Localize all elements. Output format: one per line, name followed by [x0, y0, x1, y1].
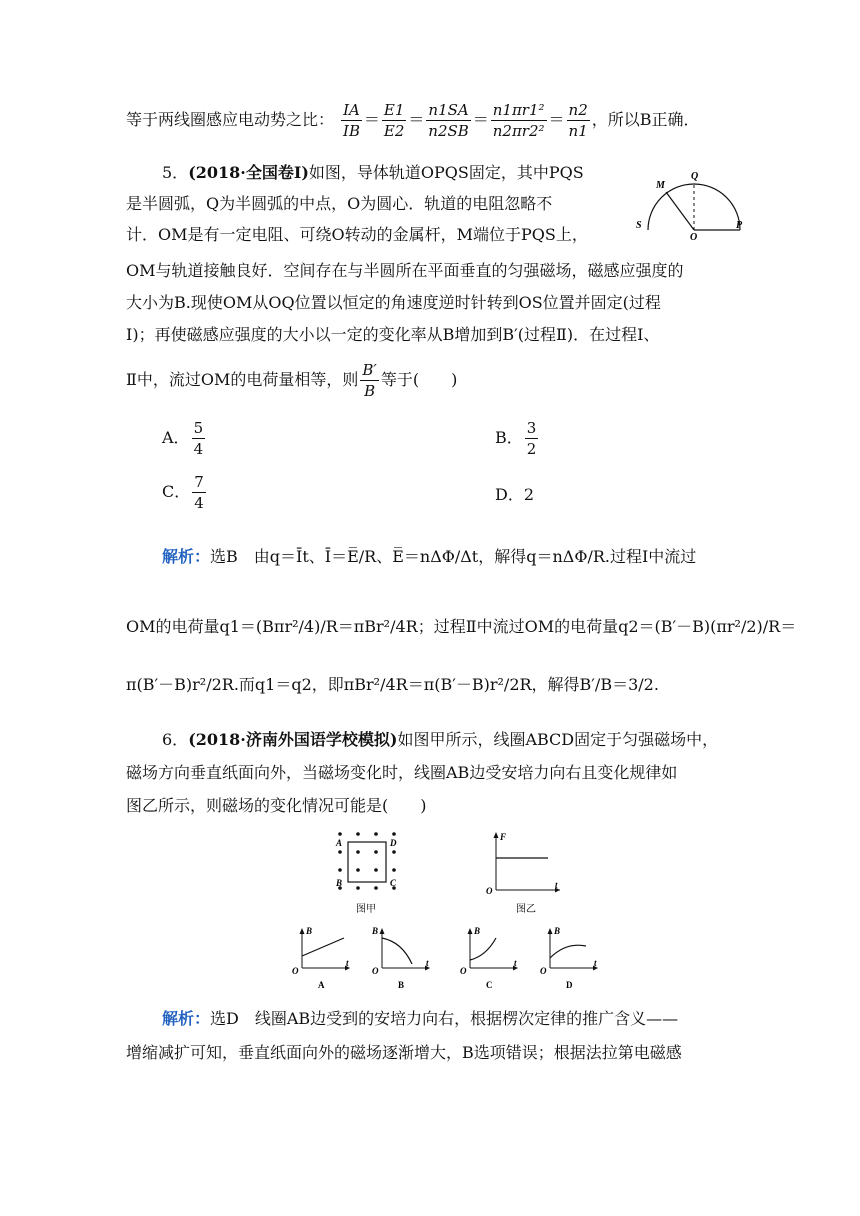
coil-figure-jia: [330, 828, 410, 918]
svg-text:B: B: [306, 926, 313, 936]
coil-label-D: D: [390, 838, 397, 848]
q5-line7: Ⅱ中，流过OM的电荷量相等，则 $\frac{B'}{B}$ 等于( ): [126, 361, 458, 400]
q5-solution-line2: OM的电荷量q1＝(Bπr²/4)/R＝πBr²/4R；过程Ⅱ中流过OM的电荷量q2＝(B′－B)(πr²/2)/R＝: [126, 617, 797, 636]
q5-line2: 是半圆弧，Q为半圆弧的中点，O为圆心．轨道的电阻忽略不: [126, 194, 553, 213]
svg-text:D: D: [566, 980, 573, 990]
graph-option-d: [540, 926, 598, 990]
q5-line4: OM与轨道接触良好．空间存在与半圆所在平面垂直的匀强磁场，磁感应强度的: [126, 261, 684, 280]
svg-text:B: B: [554, 926, 561, 936]
fraction: $\frac{E1}{E2}$: [383, 101, 405, 140]
q5-line6: Ⅰ)；再使磁感应强度的大小以一定的变化率从B增加到B′(过程Ⅱ)．在过程Ⅰ、: [126, 325, 660, 344]
intro-line: 等于两线圈感应电动势之比： $\frac{IA}{IB}$ ＝ $\frac{E1}{E2}$ ＝ $\frac{n1SA}{n2SB}$ ＝ $\frac{\text{n1πr1²}}{\text{n2πr2²}}$ ＝ $\frac{n2}{n1}$ ，所以B正确．: [126, 101, 700, 140]
semicircle-rail-figure: [636, 168, 746, 240]
fraction: $\frac{n2}{n1}$: [568, 101, 588, 140]
q6-solution-line1: 解析：选D 线圈AB边受到的安培力向右，根据楞次定律的推广含义——: [162, 1009, 679, 1028]
graph-option-b: [371, 926, 430, 990]
q5-solution-line1: 解析：选B 由q＝Īt、Ī＝E̅/R、E̅＝nΔΦ/Δt，解得q＝nΔΦ/R.过程Ⅰ中流过: [162, 547, 697, 566]
label-M: M: [656, 180, 665, 191]
fraction: $\frac{5}{4}$: [193, 419, 204, 458]
option-c[interactable]: C． $\frac{7}{4}$: [162, 473, 204, 512]
svg-text:t: t: [555, 880, 558, 890]
graph-option-c: [460, 926, 518, 990]
svg-text:O: O: [372, 966, 379, 976]
option-a[interactable]: A． $\frac{5}{4}$: [162, 419, 204, 458]
fig-jia-caption: 图甲: [356, 904, 376, 915]
coil-label-C: C: [390, 878, 397, 888]
label-O: O: [690, 232, 698, 240]
svg-text:O: O: [540, 966, 547, 976]
fig-yi-caption: 图乙: [516, 904, 536, 915]
fraction: $\frac{IA}{IB}$: [343, 101, 360, 140]
graph-option-a: [292, 926, 350, 990]
coil-label-B: B: [336, 878, 343, 888]
q6-line2: 磁场方向垂直纸面向外，当磁场变化时，线圈AB边受安培力向右且变化规律如: [126, 763, 678, 782]
svg-text:O: O: [486, 886, 493, 896]
q5-solution-line3: π(B′－B)r²/2R.而q1＝q2，即πBr²/4R＝π(B′－B)r²/2R，解得B′/B＝3/2.: [126, 675, 659, 694]
svg-text:t: t: [514, 958, 517, 968]
q5-line5: 大小为B.现使OM从OQ位置以恒定的角速度逆时针转到OS位置并固定(过程: [126, 293, 661, 312]
force-time-graph: [480, 828, 570, 918]
fraction: $\frac{3}{2}$: [526, 419, 537, 458]
fraction: $\frac{B'}{B}$: [362, 361, 377, 400]
b-t-graphs: [288, 924, 608, 994]
svg-text:F: F: [500, 832, 507, 842]
option-d[interactable]: D．2: [495, 485, 535, 504]
svg-text:B: B: [372, 926, 379, 936]
coil-label-A: A: [336, 838, 343, 848]
q6-solution-line2: 增缩减扩可知，垂直纸面向外的磁场逐渐增大，B选项错误；根据法拉第电磁感: [126, 1043, 682, 1062]
fraction: $\frac{\text{n1πr1²}}{\text{n2πr2²}}$: [492, 101, 545, 140]
q5-line1: 5．(2018·全国卷Ⅰ)如图，导体轨道OPQS固定，其中PQS: [162, 163, 584, 182]
fraction: $\frac{7}{4}$: [194, 473, 204, 512]
label-Q: Q: [691, 171, 699, 182]
svg-text:t: t: [346, 958, 349, 968]
q6-line3: 图乙所示，则磁场的变化情况可能是( ): [126, 796, 427, 815]
svg-text:B: B: [398, 980, 405, 990]
option-b[interactable]: B． $\frac{3}{2}$: [495, 419, 537, 458]
q5-line3: 计．OM是有一定电阻、可绕O转动的金属杆，M端位于PQS上，: [126, 225, 588, 244]
label-P: P: [736, 220, 743, 231]
svg-text:t: t: [594, 958, 597, 968]
fraction: $\frac{n1SA}{n2SB}$: [428, 101, 469, 140]
svg-text:B: B: [474, 926, 481, 936]
svg-text:t: t: [426, 958, 429, 968]
svg-text:C: C: [486, 980, 493, 990]
svg-text:O: O: [292, 966, 299, 976]
svg-text:A: A: [318, 980, 325, 990]
q6-line1: 6．(2018·济南外国语学校模拟)如图甲所示，线圈ABCD固定于匀强磁场中，: [162, 730, 719, 749]
label-S: S: [636, 220, 642, 231]
svg-text:O: O: [460, 966, 467, 976]
